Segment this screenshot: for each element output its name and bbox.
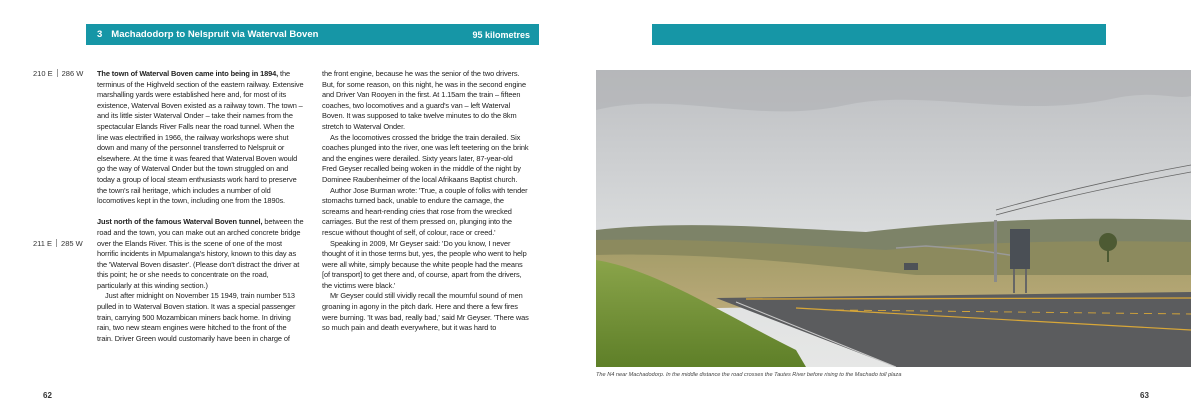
paragraph-lead: The town of Waterval Boven came into being in 1894,	[97, 69, 279, 78]
marker-east: 211 E	[33, 239, 53, 248]
paragraph: Mr Geyser could still vividly recall the mournful sound of men groaning in agony in the pitch dark. Here and there a few fires were burning. 'It was bad, really bad,' said Mr Geyser. 'There was so much pain and death everywhere, but it was hard to	[322, 291, 529, 333]
paragraph	[97, 69, 304, 207]
page-number-right: 63	[1140, 391, 1149, 400]
text-column-left	[97, 69, 304, 344]
right-page-header-bar	[652, 24, 1106, 45]
marker-west: 286 W	[61, 69, 84, 78]
distance-marker-1	[33, 69, 83, 78]
marker-separator	[56, 239, 57, 247]
paragraph: Speaking in 2009, Mr Geyser said: 'Do you know, I never thought of it in those terms but, yes, the people who went to help were all white, simply because the white people had the means [of transport] to get there and, of course, apart from the drivers, the victims were black.'	[322, 238, 527, 290]
paragraph: the front engine, because he was the senior of the two drivers. But, for some reason, on this night, he was in the second engine and Driver Van Rooyen in the first. At 1.15am the train – fifteen coaches, two locomotives and a guard's van – left Waterval Boven. It was supposed to take twelve minutes to do the 8km stretch to Waterval Onder.	[322, 69, 526, 131]
chapter-header-bar	[86, 24, 539, 45]
text-column-right	[322, 69, 529, 334]
chapter-distance: 95 kilometres	[472, 29, 530, 40]
page-number-left: 62	[43, 391, 52, 400]
road-landscape-illustration	[596, 70, 1191, 367]
paragraph-body: the terminus of the Highveld section of the eastern railway. Extensive marshalling yards were established here and, for most of its existence, Waterval Boven existed as a railway town. The town – and its little sister Waterval Onder – take their names from the spectacular Elands River Falls near the road tunnel. When the line was electrified in 1966, the railway workshops were shut down and many of the personnel transferred to Nelspruit or elsewhere. At the time it was feared that Waterval Boven would go the way of Waterval Onder but the town struggled on and today a group of local steam enthusiasts work hard to preserve the town's rail heritage, which includes a number of old locomotives kept in the town, including one from the 1890s.	[97, 69, 304, 206]
photo-caption: The N4 near Machadodorp. In the middle distance the road crosses the Tautes River before rising to the Machado toll plaza	[596, 372, 902, 378]
paragraph: As the locomotives crossed the bridge the train derailed. Six coaches plunged into the river, one was left teetering on the brink and the engines were derailed. Sixty years later, 87-year-old Fred Geyser recalled being woken in the middle of the night by Dominee Raubenheimer of the local Afrikaans Baptist church.	[322, 132, 529, 184]
distance-marker-2	[33, 239, 83, 248]
chapter-number: 3	[97, 29, 103, 40]
paragraph-lead: Just north of the famous Waterval Boven tunnel,	[97, 217, 263, 227]
paragraph: Author Jose Burman wrote: 'True, a couple of folks with tender stomachs turned back, unable to endure the carnage, the screams and heart-rending cries that rose from the wrecked carriages. But the rest of them pressed on, plunging into the rescue without thought of self, of colour, race or creed.'	[322, 185, 528, 237]
marker-west: 285 W	[61, 239, 83, 248]
marker-separator	[57, 69, 58, 77]
landscape-photo	[596, 70, 1191, 367]
chapter-title: Machadodorp to Nelspruit via Waterval Boven	[111, 29, 319, 40]
paragraph	[97, 217, 304, 291]
marker-east: 210 E	[33, 69, 53, 78]
paragraph-body: between the road and the town, you can make out an arched concrete bridge over the Elands River. This is the scene of one of the most horrific incidents in Mpumalanga's history, known to this day as the 'Waterval Boven disaster'. (Please don't distract the driver at this point; he or she needs to concentrate on the road, particularly at this winding section.)	[97, 217, 304, 290]
paragraph: Just after midnight on November 15 1949, train number 513 pulled in to Waterval Boven station. It was a special passenger train, carrying 500 Mozambican miners back home. In driving rain, two new steam engines were hitched to the front of the train. Driver Green would customarily have been in charge of	[97, 291, 296, 343]
